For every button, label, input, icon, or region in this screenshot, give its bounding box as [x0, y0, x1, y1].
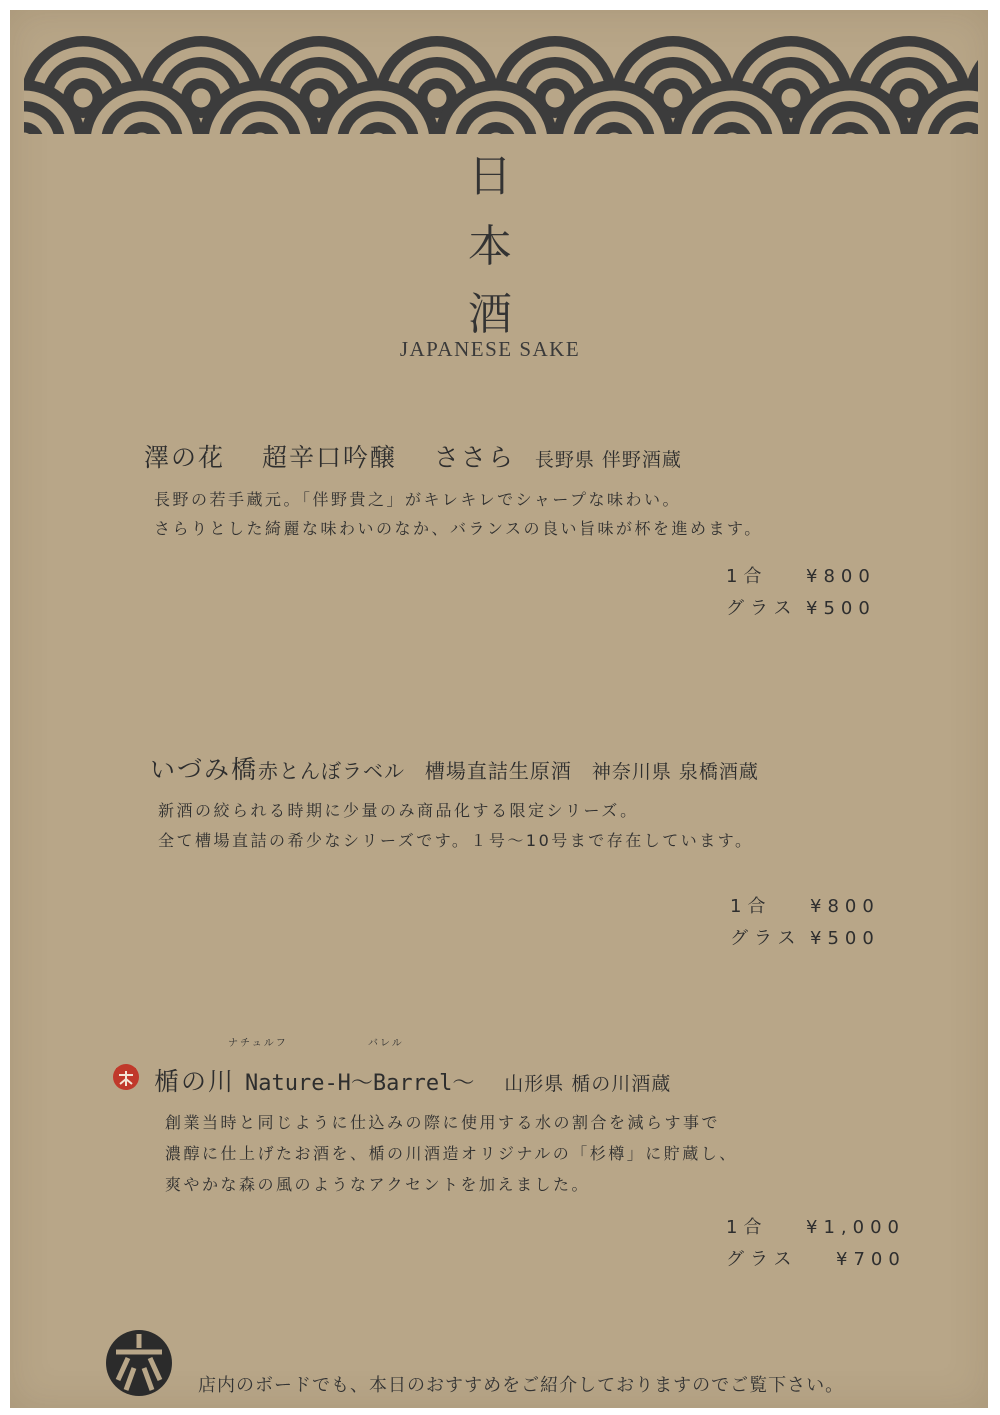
item-3-brand: Nature-H〜Barrel〜 [244, 1071, 475, 1096]
price-value: ¥500 [810, 928, 880, 949]
wave-arc [192, 89, 211, 108]
item-1-sub: ささら [433, 443, 515, 472]
item-1-desc-2: さらりとした綺麗な味わいのなか、バランスの良い旨味が杯を進めます。 [154, 519, 763, 538]
price-value: ¥500 [806, 598, 876, 619]
wave-arc [74, 89, 93, 108]
wave-arc [782, 89, 801, 108]
wave-arc [900, 89, 919, 108]
title-line-3: 酒 [468, 289, 512, 340]
shop-logo-icon [104, 1328, 174, 1398]
price-label: グラス [726, 1249, 798, 1270]
item-3-ruby-2: バレル [368, 1038, 404, 1049]
item-1-heading [144, 438, 682, 474]
item-2-price-go [730, 892, 880, 918]
item-3-heading [154, 1062, 671, 1098]
item-2-heading [150, 750, 759, 786]
item-1-name: 澤の花 [144, 443, 226, 472]
wave-arc [310, 89, 329, 108]
wave-arc [664, 89, 683, 108]
price-value: ¥1,000 [806, 1217, 905, 1238]
item-1-price-go [726, 562, 876, 588]
item-3-ruby-1: ナチュルフ [228, 1038, 288, 1049]
price-label: 1合 [730, 896, 772, 917]
item-3-origin: 山形県 楯の川酒蔵 [504, 1073, 672, 1095]
item-2-grade: 槽場直詰生原酒 [424, 759, 572, 783]
item-1-desc-1: 長野の若手蔵元。「伴野貴之」がキレキレでシャープな味わい。 [154, 490, 682, 509]
price-label: グラス [730, 928, 802, 949]
item-1-price-glass [726, 594, 876, 620]
price-value: ¥800 [806, 566, 876, 587]
seigaiha-wave-band [24, 34, 978, 134]
price-label: 1合 [726, 566, 768, 587]
item-3-name: 楯の川 [154, 1067, 236, 1096]
wave-arc [546, 89, 565, 108]
page-subtitle: JAPANESE SAKE [399, 337, 581, 361]
item-1-origin: 長野県 伴野酒蔵 [534, 449, 682, 471]
item-3-price-glass [726, 1245, 906, 1271]
item-2-price-glass [730, 924, 880, 950]
item-3-desc-3: 爽やかな森の風のようなアクセントを加えました。 [165, 1175, 591, 1194]
item-2-desc-2: 全て槽場直詰の希少なシリーズです。１号〜10号まで存在しています。 [158, 831, 754, 850]
item-2-label: 赤とんぼラベル [258, 759, 406, 783]
item-1-grade: 超辛口吟醸 [261, 443, 397, 472]
item-3-desc-1: 創業当時と同じように仕込みの際に使用する水の割合を減らす事で [165, 1113, 721, 1132]
menu-page [10, 10, 988, 1408]
price-label: 1合 [726, 1217, 768, 1238]
item-3-desc-2: 濃醇に仕上げたお酒を、楯の川酒造オリジナルの「杉樽」に貯蔵し、 [165, 1144, 738, 1163]
title-line-2: 本 [468, 221, 512, 272]
wave-arc [428, 89, 447, 108]
item-2-origin: 神奈川県 泉橋酒蔵 [591, 761, 759, 783]
price-value: ¥800 [810, 896, 880, 917]
brewery-stamp-icon [110, 1060, 142, 1092]
item-2-name: いづみ橋 [150, 755, 259, 784]
item-2-desc-1: 新酒の絞られる時期に少量のみ商品化する限定シリーズ。 [158, 801, 639, 820]
price-value: ¥700 [836, 1249, 906, 1270]
title-line-1: 日 [468, 151, 512, 202]
footer-note: 店内のボードでも、本日のおすすめをご紹介しておりますのでご覧下さい。 [198, 1375, 845, 1396]
price-label: グラス [726, 598, 798, 619]
item-3-price-go [726, 1213, 905, 1239]
